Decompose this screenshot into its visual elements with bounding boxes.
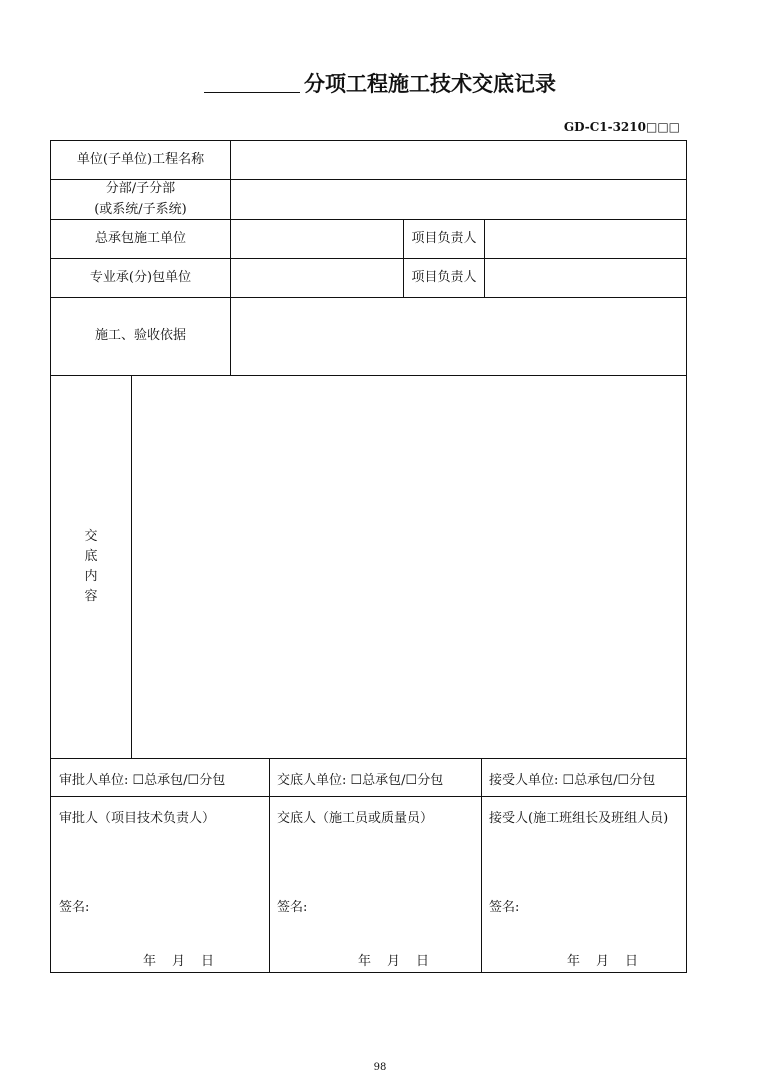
sub-part-label xyxy=(51,180,230,219)
date-year: 年 xyxy=(567,954,581,969)
general-contractor-field[interactable] xyxy=(231,220,403,258)
specialty-contractor-label: 专业承(分)包单位 xyxy=(89,269,192,285)
page-number: 98 xyxy=(373,1062,387,1073)
discloser-label: 交底人（施工员或质量员） xyxy=(277,811,434,826)
title-blank-line[interactable] xyxy=(204,74,300,93)
discloser-date[interactable] xyxy=(350,950,437,969)
approver-sign-label[interactable]: 签名: xyxy=(59,900,90,915)
receiver-sign-label[interactable]: 签名: xyxy=(489,900,520,915)
specialty-contractor-field[interactable] xyxy=(231,259,403,297)
record-form xyxy=(50,140,687,973)
project-leader-label-1: 项目负责人 xyxy=(411,230,477,246)
approver-label: 审批人（项目技术负责人） xyxy=(59,811,216,826)
approver-unit-label[interactable]: 审批人单位: ☐总承包/☐分包 xyxy=(59,773,226,788)
sub-part-label-line2: (或系统/子系统) xyxy=(94,201,187,217)
receiver-unit-label[interactable]: 接受人单位: ☐总承包/☐分包 xyxy=(489,773,656,788)
project-name-field[interactable] xyxy=(231,141,686,179)
title-text: 分项工程施工技术交底记录 xyxy=(304,72,556,96)
date-year: 年 xyxy=(358,954,372,969)
date-day: 日 xyxy=(201,954,215,969)
basis-label: 施工、验收依据 xyxy=(94,328,186,344)
project-leader-field-2[interactable] xyxy=(485,259,686,297)
date-month: 月 xyxy=(596,954,610,969)
content-label-char: 内 xyxy=(84,569,98,584)
page-title xyxy=(0,68,760,98)
project-name-label: 单位(子单位)工程名称 xyxy=(76,151,205,167)
content-label-char: 交 xyxy=(84,529,98,544)
basis-field[interactable] xyxy=(231,298,686,375)
general-contractor-label: 总承包施工单位 xyxy=(94,230,186,246)
receiver-date[interactable] xyxy=(559,950,646,969)
discloser-unit-label[interactable]: 交底人单位: ☐总承包/☐分包 xyxy=(277,773,444,788)
project-leader-label-2: 项目负责人 xyxy=(411,269,477,285)
sub-part-label-line1: 分部/子分部 xyxy=(105,181,176,197)
content-label xyxy=(51,376,131,758)
date-year: 年 xyxy=(143,954,157,969)
date-month: 月 xyxy=(387,954,401,969)
project-leader-field-1[interactable] xyxy=(485,220,686,258)
content-field[interactable] xyxy=(132,376,686,758)
date-day: 日 xyxy=(625,954,639,969)
content-label-char: 容 xyxy=(84,589,98,604)
discloser-sign-label[interactable]: 签名: xyxy=(277,900,308,915)
date-month: 月 xyxy=(172,954,186,969)
content-label-char: 底 xyxy=(84,549,98,564)
sub-part-field[interactable] xyxy=(231,180,686,219)
document-code: GD-C1-3210□□□ xyxy=(563,120,680,134)
date-day: 日 xyxy=(416,954,430,969)
approver-date[interactable] xyxy=(135,950,222,969)
receiver-label: 接受人(施工班组长及班组人员) xyxy=(489,811,669,826)
